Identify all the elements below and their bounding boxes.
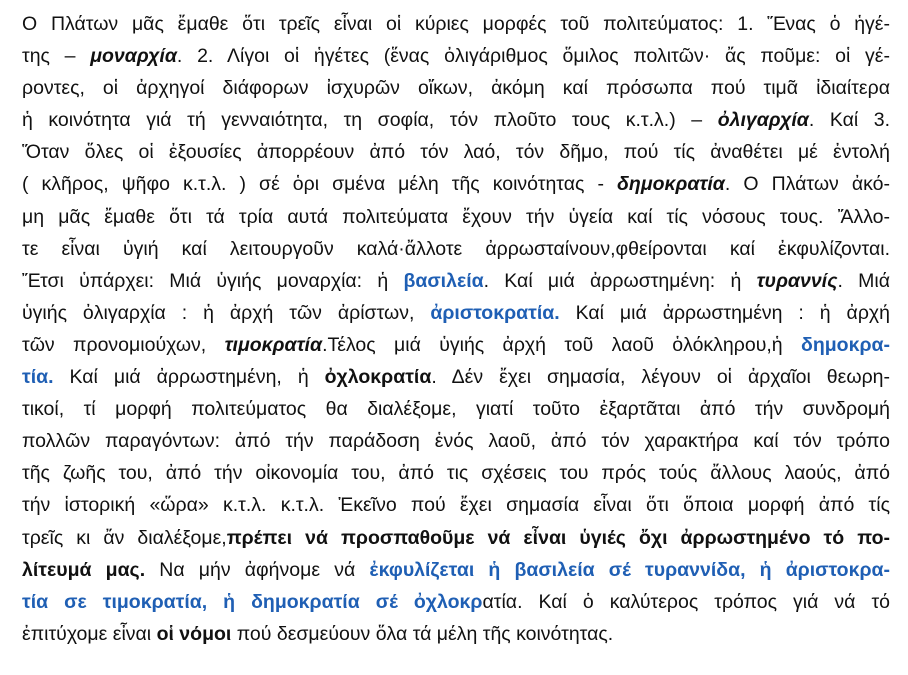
text-run: . Ο Πλάτων ἀκό- <box>724 173 890 196</box>
emphasis-degeneration-end: τία σε τιμοκρατία, ἡ δημοκρατία σέ ὀχλοκρ <box>22 590 483 613</box>
text-run: τικοί, τί μορφή πολιτεύματος θα διαλέξομε, γιατί τοῦτο ἐξαρτᾶται ἀπό τήν συνδρομή <box>22 398 890 421</box>
text-line-5 <box>22 136 890 168</box>
term-ochlocracy: ὀχλοκρατία <box>324 366 432 389</box>
term-democracy-healthy: δημοκρα- <box>801 333 890 356</box>
text-run: .Τέλος μιά ὑγιής ἀρχή τοῦ λαοῦ ὁλόκληρου,ἡ <box>322 333 801 356</box>
text-line-4 <box>22 104 890 136</box>
text-run: Καί μιά ἀρρωστημένη, ἡ <box>53 366 325 389</box>
document-body <box>22 8 890 650</box>
term-tyranny: τυραννίς <box>756 269 838 292</box>
term-democracy: δημοκρατία <box>617 173 725 196</box>
text-run: πολλῶν παραγόντων: ἀπό τήν παράδοση ἑνός λαοῦ, ἀπό τόν χαρακτήρα καί τόν τρόπο <box>22 430 890 453</box>
text-line-14 <box>22 425 890 457</box>
text-run: τρεῖς κι ἄν διαλέξομε, <box>22 526 227 549</box>
text-line-17 <box>22 522 890 554</box>
term-democracy-healthy-end: τία. <box>22 366 54 389</box>
text-run: τήν ἱστορική «ὥρα» κ.τ.λ. κ.τ.λ. Ἐκεῖνο πού ἔχει σημασία εἶναι ὅτι ὅποια μορφή ἀπό τίς <box>22 494 890 517</box>
text-run: τε εἶναι ὑγιή καί λειτουργοῦν καλά·ἄλλοτε ἀρρωσταίνουν,φθείρονται καί ἐκφυλίζονται. <box>22 237 890 260</box>
text-run: μη μᾶς ἔμαθε ὅτι τά τρία αυτά πολιτεύματα ἔχουν τήν ὑγεία καί τίς νόσους τους. Ἄλλο- <box>22 205 890 228</box>
text-run: ροντες, οἱ ἀρχηγοί διάφορων ἰσχυρῶν οἴκων, ἀκόμη καί πρόσωπα πού τιμᾶ ἰδιαίτερα <box>22 77 890 100</box>
text-line-7 <box>22 201 890 233</box>
emphasis-degeneration: ἐκφυλίζεται ἡ βασιλεία σέ τυραννίδα, ἡ ἀριστοκρα- <box>369 558 890 581</box>
text-line-15 <box>22 457 890 489</box>
text-run: ἐπιτύχομε εἶναι <box>22 622 157 645</box>
term-kingship: βασιλεία <box>403 269 484 292</box>
text-line-2 <box>22 40 890 72</box>
text-run: . Μιά <box>837 269 890 292</box>
text-run: . 2. Λίγοι οἱ ἡγέτες (ἕνας ὀλιγάριθμος ὅμιλος πολιτῶν· ἄς ποῦμε: οἱ γέ- <box>176 45 890 68</box>
text-run: της – <box>22 45 91 68</box>
text-line-19 <box>22 586 890 618</box>
term-aristocracy: ἀριστοκρατία. <box>430 301 560 324</box>
text-line-11 <box>22 329 890 361</box>
term-timocracy: τιμοκρατία <box>224 333 323 356</box>
text-run: τῶν προνομιούχων, <box>22 333 225 356</box>
term-monarchy: μοναρχία <box>90 45 177 68</box>
text-run: . Καί μιά ἀρρωστημένη: ἡ <box>483 269 757 292</box>
text-line-9 <box>22 265 890 297</box>
term-oligarchy: ὀλιγαρχία <box>717 109 809 132</box>
text-run: τῆς ζωῆς του, ἀπό τήν οἰκονομία του, ἀπό τις σχέσεις του πρός τούς ἄλλους λαούς, ἀπό <box>22 462 890 485</box>
text-line-13 <box>22 393 890 425</box>
text-line-3 <box>22 72 890 104</box>
text-run: Ἔτσι ὑπάρχει: Μιά ὑγιής μοναρχία: ἡ <box>22 269 404 292</box>
text-run: ατία. Καί ὁ καλύτερος τρόπος γιά νά τό <box>482 590 890 613</box>
term-laws: οἱ νόμοι <box>156 622 232 645</box>
text-line-20 <box>22 618 890 650</box>
text-run: . Δέν ἔχει σημασία, λέγουν οἱ ἀρχαῖοι θεωρη- <box>431 366 890 389</box>
emphasis-healthy-regime: πρέπει νά προσπαθοῦμε νά εἶναι ὑγιές ὄχι ἀρρωστημένο τό πο- <box>226 526 890 549</box>
text-run: Καί μιά ἀρρωστημένη : ἡ ἀρχή <box>559 301 890 324</box>
emphasis-healthy-regime-end: λίτευμά μας. <box>22 558 146 581</box>
text-line-1 <box>22 8 890 40</box>
text-run: . Καί 3. <box>808 109 890 132</box>
text-run: ἡ κοινότητα γιά τή γενναιότητα, τη σοφία, τόν πλοῦτο τους κ.τ.λ.) – <box>22 109 718 132</box>
text-line-10 <box>22 297 890 329</box>
text-line-16 <box>22 489 890 521</box>
text-run: Ο Πλάτων μᾶς ἔμαθε ὅτι τρεῖς εἶναι οἱ κύριες μορφές τοῦ πολιτεύματος: 1. Ἕνας ὁ ἡγέ- <box>22 13 890 35</box>
text-run: Να μήν ἀφήνομε νά <box>145 558 370 581</box>
text-line-12 <box>22 361 890 393</box>
text-line-6 <box>22 168 890 200</box>
text-run: ὑγιής ὀλιγαρχία : ἡ ἀρχή τῶν ἀρίστων, <box>22 301 431 324</box>
text-run: πού δεσμεύουν ὅλα τά μέλη τῆς κοινότητας. <box>231 622 614 645</box>
text-run: ( κλῆρος, ψῆφο κ.τ.λ. ) σέ ὁρι σμένα μέλη τῆς κοινότητας - <box>22 173 617 196</box>
text-line-8 <box>22 233 890 265</box>
text-run: Ὅταν ὅλες οἱ ἐξουσίες ἀπορρέουν ἀπό τόν λαό, τόν δῆμο, πού τίς ἀναθέτει μέ ἐντολή <box>22 141 890 164</box>
text-line-18 <box>22 554 890 586</box>
